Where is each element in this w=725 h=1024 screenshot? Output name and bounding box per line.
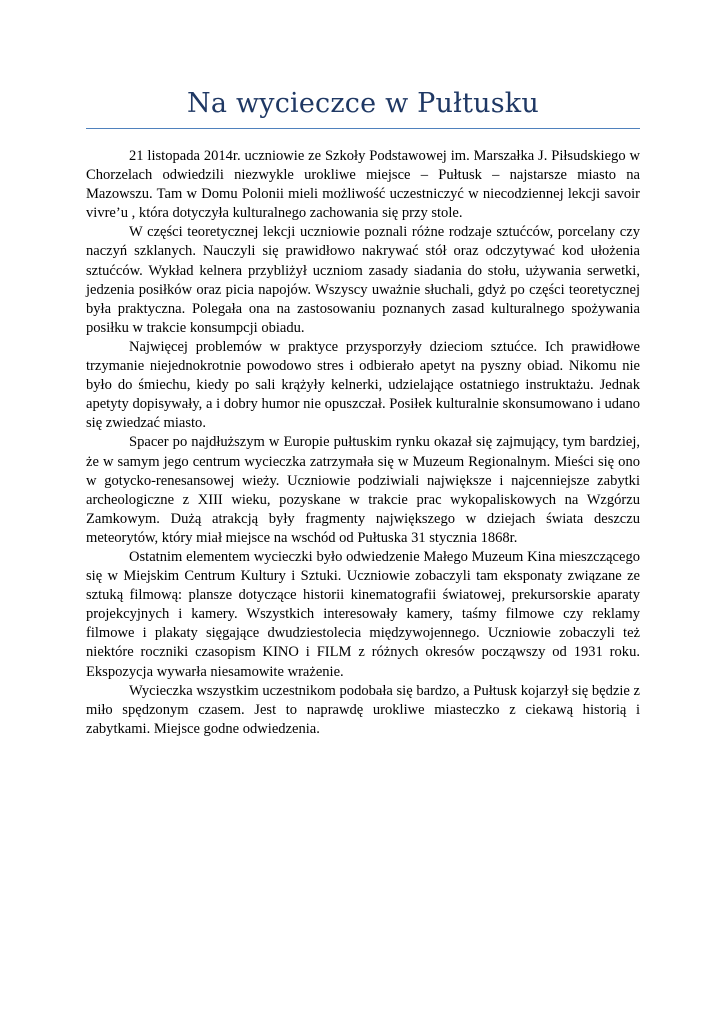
page-title: Na wycieczce w Pułtusku — [187, 88, 539, 119]
paragraph-theory: W części teoretycznej lekcji uczniowie poznali różne rodzaje sztućców, porcelany czy naczyń szklanych. Nauczyli się prawidłowo nakrywać stół oraz odczytywać kod ułożenia sztućców. Wykład kelnera przybliżył uczniom zasady siadania do stołu, używania serwetki, jedzenia posiłków oraz picia napojów. Wszyscy uważnie słuchali, gdyż po części teoretycznej była praktyczna. Polegała ona na zastosowaniu poznanych zasad kulturalnego spożywania posiłku w trakcie konsumpcji obiadu. — [86, 224, 640, 336]
paragraph-practice: Najwięcej problemów w praktyce przysporzyły dzieciom sztućce. Ich prawidłowe trzymanie niejednokrotnie powodowo stres i odbierało apetyt na pyszny obiad. Nikomu nie było do śmiechu, kiedy po sali krążyły kelnerki, udzielające ostatniego instruktażu. Jednak apetyty dopisywały, a i dobry humor nie opuszczał. Posiłek kulturalnie skonsumowano i udano się zwiedzać miasto. — [86, 338, 640, 432]
paragraph-intro: 21 listopada 2014r. uczniowie ze Szkoły Podstawowej im. Marszałka J. Piłsudskiego w Chorzelach odwiedzili niezwykle urokliwe miejsce – Pułtusk – najstarsze miasto na Mazowszu. Tam w Domu Polonii mieli możliwość uczestniczyć w niecodziennej lekcji savoir vivre’u , która dotyczyła kulturalnego zachowania się przy stole. — [86, 148, 640, 222]
article-body — [86, 147, 640, 739]
paragraph-museum: Spacer po najdłuższym w Europie pułtuskim rynku okazał się zajmujący, tym bardziej, że w samym jego centrum wycieczka zatrzymała się w Muzeum Regionalnym. Mieści się ono w gotycko-renesansowej wieży. Uczniowie podziwiali największe i najcenniejsze zabytki archeologiczne z XIII wieku, pozyskane w trakcie prac wykopaliskowych na Wzgórzu Zamkowym. Dużą atrakcją były fragmenty największego w dziejach świata deszczu meteorytów, który miał miejsce na wschód od Pułtuska 31 stycznia 1868r. — [86, 434, 640, 546]
paragraph-conclusion: Wycieczka wszystkim uczestnikom podobała się bardzo, a Pułtusk kojarzył się będzie z miło spędzonym czasem. Jest to naprawdę urokliwe miasteczko z ciekawą historią i zabytkami. Miejsce godne odwiedzenia. — [86, 682, 640, 737]
title-underline — [86, 128, 640, 129]
paragraph-cinema-museum: Ostatnim elementem wycieczki było odwiedzenie Małego Muzeum Kina mieszczącego się w Miejskim Centrum Kultury i Sztuki. Uczniowie zobaczyli tam eksponaty związane ze sztuką filmową: plansze dotyczące historii kinematografii światowej, prekursorskie aparaty projekcyjnych i kamery. Wszystkich interesowały kamery, taśmy filmowe czy reklamy filmowe i plakaty sięgające dwudziestolecia międzywojennego. Uczniowie zobaczyli też niektóre roczniki czasopism KINO i FILM z różnych okresów począwszy od 1931 roku. Ekspozycja wywarła niesamowite wrażenie. — [86, 548, 640, 680]
